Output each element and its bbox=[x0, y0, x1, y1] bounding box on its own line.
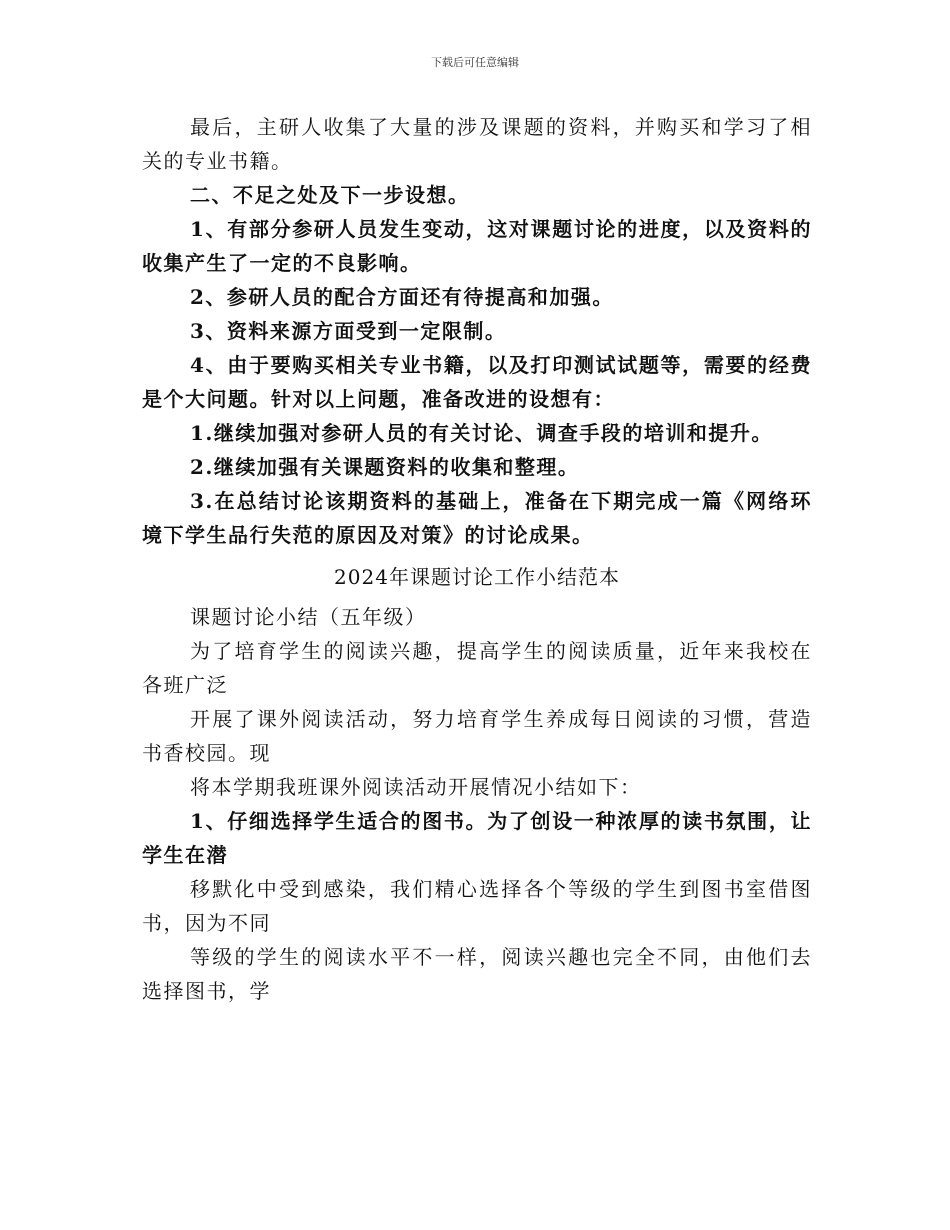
section-title: 2024年课题讨论工作小结范本 bbox=[334, 565, 620, 589]
paragraph: 等级的学生的阅读水平不一样，阅读兴趣也完全不同，由他们去选择图书，学 bbox=[142, 945, 812, 1003]
paragraph: 最后，主研人收集了大量的涉及课题的资料，并购买和学习了相关的专业书籍。 bbox=[142, 115, 812, 173]
paragraph: 2、参研人员的配合方面还有待提高和加强。 bbox=[190, 285, 614, 309]
document-body bbox=[142, 110, 812, 1008]
paragraph: 1、有部分参研人员发生变动，这对课题讨论的进度，以及资料的收集产生了一定的不良影响。 bbox=[142, 217, 812, 275]
paragraph: 3.在总结讨论该期资料的基础上，准备在下期完成一篇《网络环境下学生品行失范的原因及对策》的讨论成果。 bbox=[142, 489, 812, 547]
paragraph: 3、资料来源方面受到一定限制。 bbox=[190, 319, 507, 343]
paragraph: 1、仔细选择学生适合的图书。为了创设一种浓厚的读书氛围，让学生在潜 bbox=[142, 809, 812, 867]
paragraph: 4、由于要购买相关专业书籍，以及打印测试试题等，需要的经费是个大问题。针对以上问题，准备改进的设想有： bbox=[142, 353, 812, 411]
paragraph: 开展了课外阅读活动，努力培育学生养成每日阅读的习惯，营造书香校园。现 bbox=[142, 707, 812, 765]
paragraph: 移默化中受到感染，我们精心选择各个等级的学生到图书室借图书，因为不同 bbox=[142, 877, 812, 935]
paragraph: 为了培育学生的阅读兴趣，提高学生的阅读质量，近年来我校在各班广泛 bbox=[142, 639, 812, 697]
paragraph-group-summary bbox=[142, 110, 812, 552]
paragraph: 将本学期我班课外阅读活动开展情况小结如下： bbox=[190, 775, 642, 799]
page-header: 下载后可任意编辑 bbox=[431, 56, 519, 69]
paragraph-group-report bbox=[142, 600, 812, 1008]
paragraph: 2.继续加强有关课题资料的收集和整理。 bbox=[190, 455, 580, 479]
paragraph: 二、不足之处及下一步设想。 bbox=[190, 183, 470, 207]
paragraph: 课题讨论小结（五年级） bbox=[190, 605, 427, 629]
paragraph: 1.继续加强对参研人员的有关讨论、调查手段的培训和提升。 bbox=[190, 421, 773, 445]
